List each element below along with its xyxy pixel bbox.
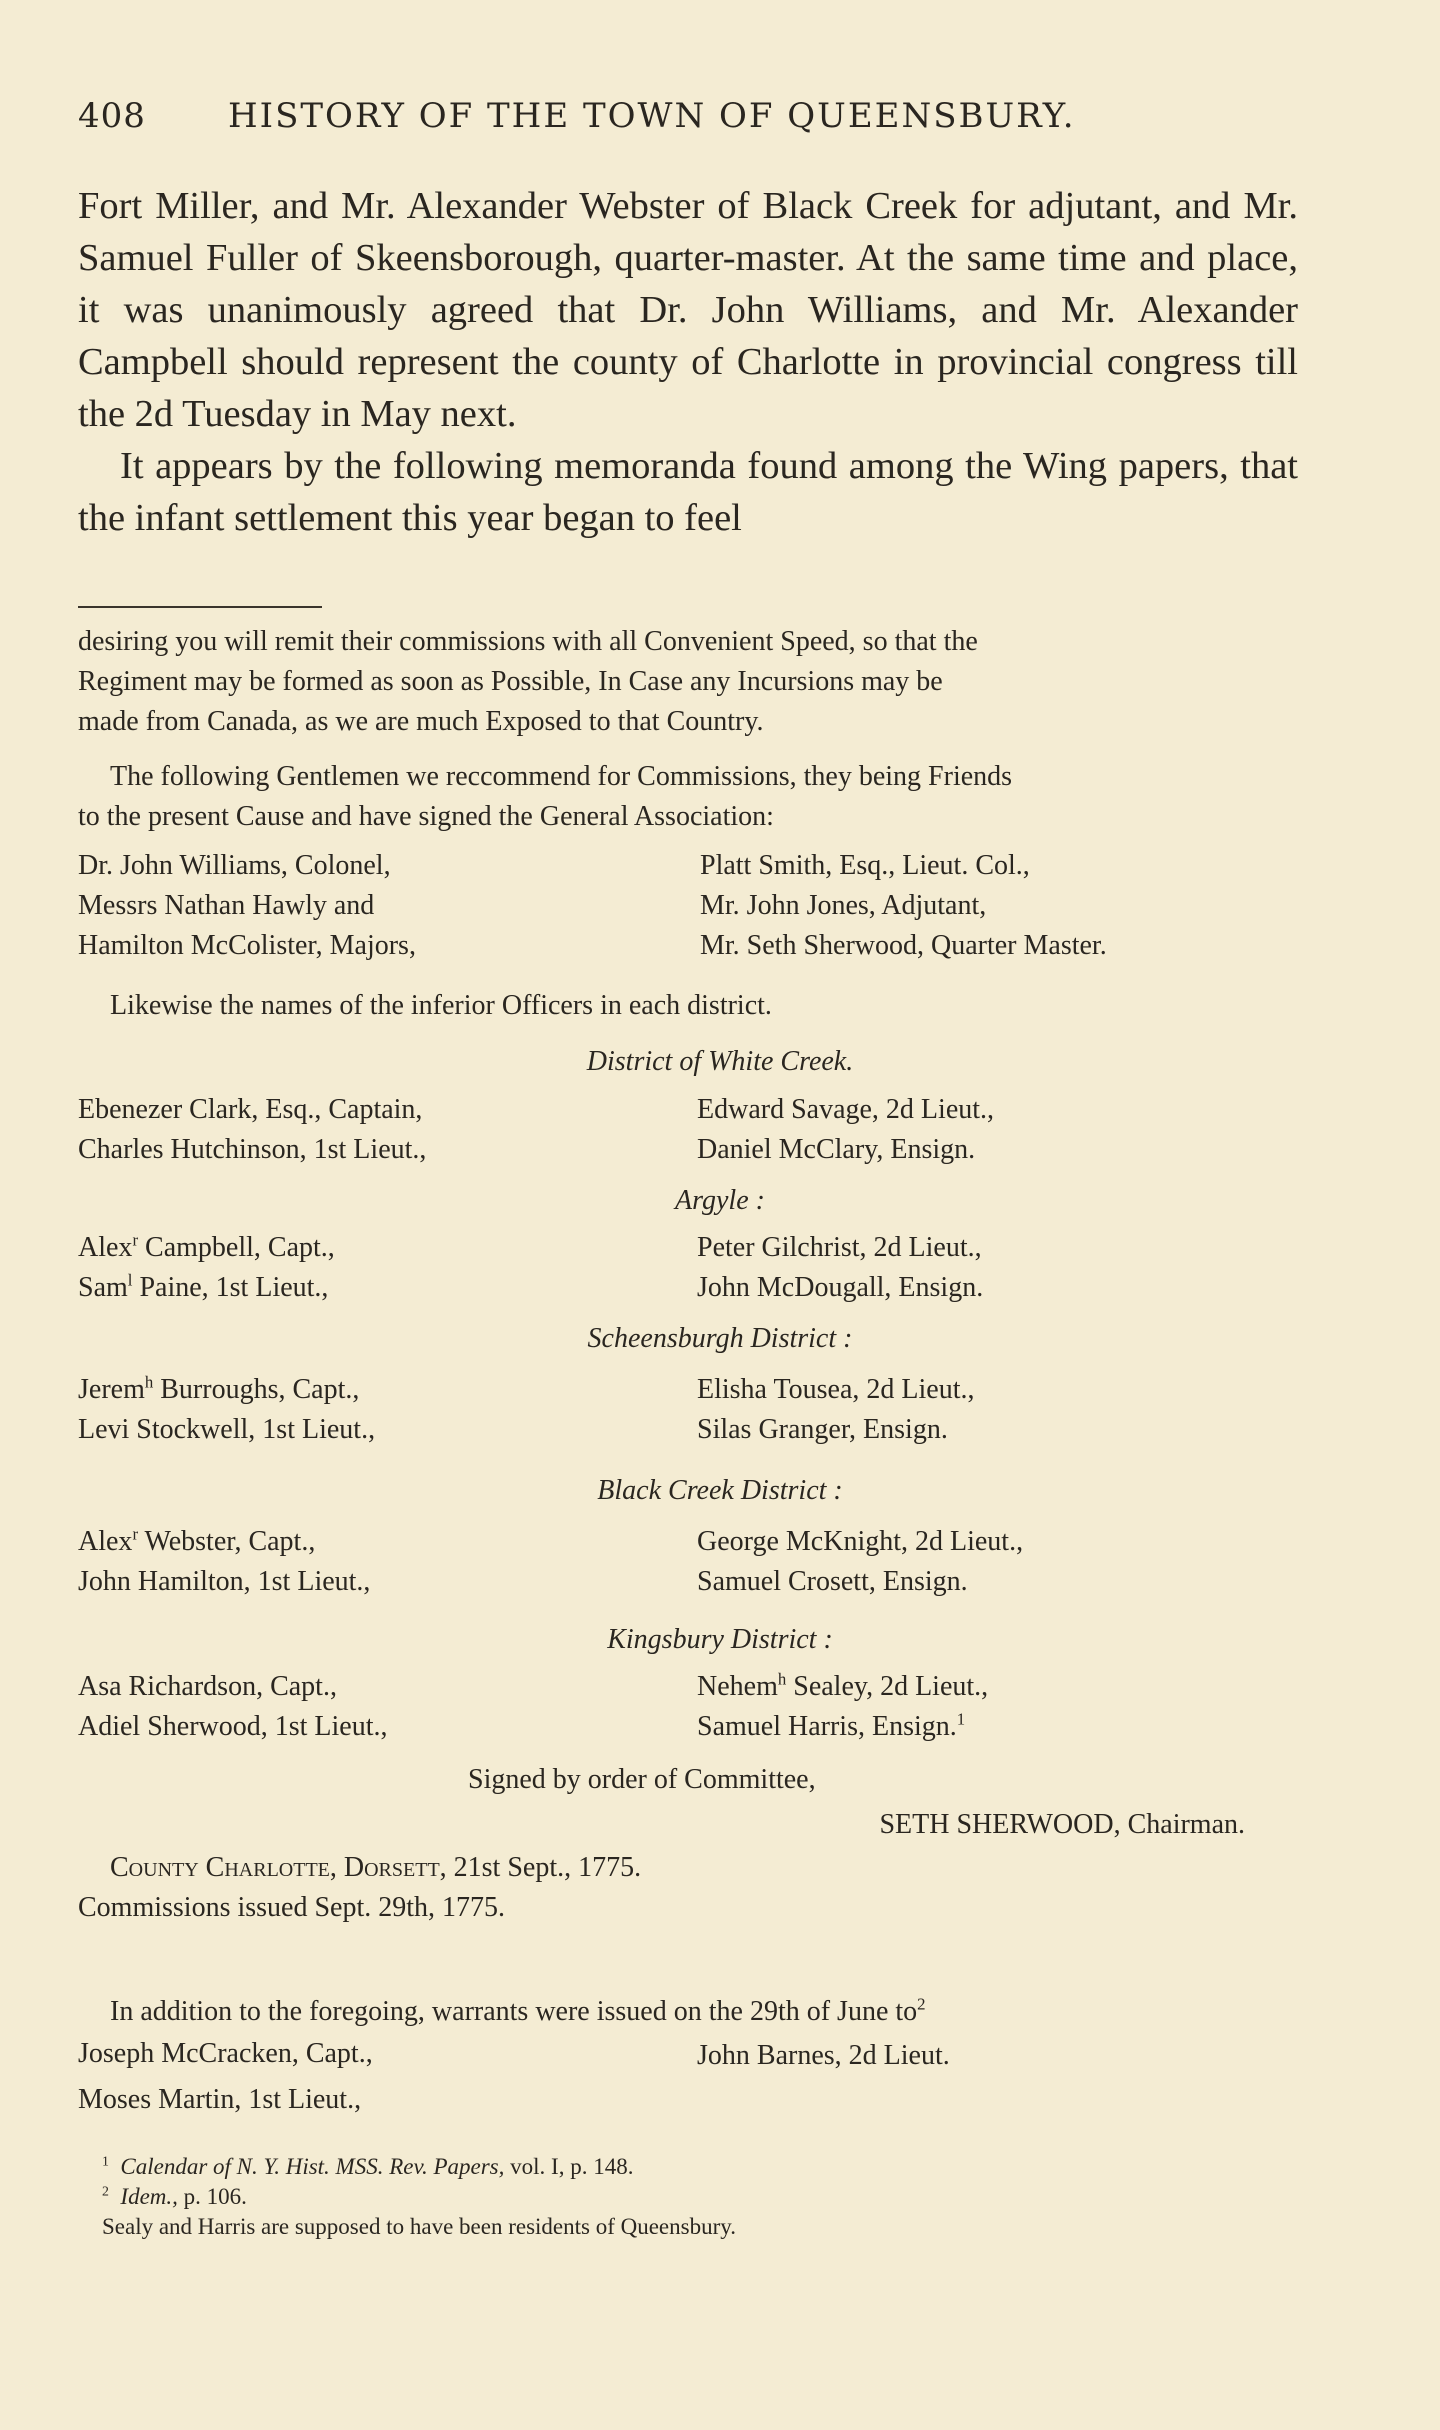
chairman-line: SETH SHERWOOD, Chairman. — [879, 1809, 1245, 1840]
district-heading: Scheensburgh District : — [587, 1323, 853, 1354]
district-right — [697, 1228, 1317, 1308]
district-right — [697, 1522, 1317, 1602]
district-left — [78, 1090, 678, 1170]
officer-entry: John McDougall, Ensign. — [697, 1272, 984, 1303]
extract-line: desiring you will remit their commissions with all Convenient Speed, so that the — [78, 626, 978, 657]
officers-left — [78, 846, 638, 966]
extract-line: Regiment may be formed as soon as Possible, In Case any Incursions may be — [78, 666, 943, 697]
officer-entry: Platt Smith, Esq., Lieut. Col., — [700, 850, 1030, 881]
officer-entry: Asa Richardson, Capt., — [78, 1671, 337, 1702]
officer-entry: Daniel McClary, Ensign. — [697, 1134, 976, 1165]
officer-entry: Elisha Tousea, 2d Lieut., — [697, 1374, 975, 1405]
footnote-ref: 2 — [917, 1994, 926, 2014]
officer-entry: Alex$^r$ Webster, Capt., — [78, 1524, 316, 1557]
district-left — [78, 1370, 678, 1450]
officer-entry: Mr. John Jones, Adjutant, — [700, 890, 987, 921]
district-heading: Argyle : — [675, 1185, 765, 1216]
running-header — [78, 96, 1238, 136]
officer-entry: Messrs Nathan Hawly and — [78, 890, 375, 921]
paragraph-2: It appears by the following memoranda found among the Wing papers, that the infant settlement this year began to feel — [78, 445, 1298, 539]
officer-entry: Edward Savage, 2d Lieut., — [697, 1094, 995, 1125]
inferior-officers-line: Likewise the names of the inferior Officers in each district. — [110, 990, 772, 1021]
district-left — [78, 1522, 678, 1602]
recommend-line: The following Gentlemen we reccommend for Commissions, they being Friends — [110, 761, 1013, 792]
officer-entry: Sam$^l$ Paine, 1st Lieut., — [78, 1270, 329, 1303]
officer-entry: Joseph McCracken, Capt., — [78, 2038, 373, 2069]
district-right — [697, 1667, 1317, 1747]
officer-entry: Peter Gilchrist, 2d Lieut., — [697, 1232, 982, 1263]
footnote-2: $^2$ Idem., p. 106. — [102, 2183, 247, 2209]
signed-line: Signed by order of Committee, — [468, 1764, 816, 1795]
officer-entry: George McKnight, 2d Lieut., — [697, 1526, 1024, 1557]
paragraph-1: Fort Miller, and Mr. Alexander Webster of Black Creek for adjutant, and Mr. Samuel Fuller of Skeensborough, quarter-master. At the same time and place, it was unanimously agreed that Dr. John Williams, and Mr. Alexander Campbell should represent the county of Charlotte in provincial congress till the 2d Tuesday in May next. — [78, 185, 1298, 435]
officer-entry: Silas Granger, Ensign. — [697, 1414, 948, 1445]
footnote-1: $^1$ Calendar of N. Y. Hist. MSS. Rev. Papers, vol. I, p. 148. — [102, 2153, 634, 2179]
officer-entry: Adiel Sherwood, 1st Lieut., — [78, 1711, 388, 1742]
district-heading: Black Creek District : — [597, 1475, 843, 1506]
addition-right: John Barnes, 2d Lieut. — [697, 2040, 950, 2071]
officer-entry: Charles Hutchinson, 1st Lieut., — [78, 1134, 427, 1165]
district-left — [78, 1228, 678, 1308]
officer-entry: Ebenezer Clark, Esq., Captain, — [78, 1094, 423, 1125]
officers-right — [700, 846, 1320, 966]
recommend-text — [78, 757, 1318, 837]
county-line: County Charlotte, Dorsett, 21st Sept., 1775. — [110, 1852, 642, 1883]
officer-entry: Alex$^r$ Campbell, Capt., — [78, 1230, 335, 1263]
officer-entry: Mr. Seth Sherwood, Quarter Master. — [700, 930, 1107, 961]
officer-entry: Nehem$^h$ Sealey, 2d Lieut., — [697, 1669, 989, 1702]
district-heading: District of White Creek. — [586, 1046, 854, 1077]
officer-entry: Levi Stockwell, 1st Lieut., — [78, 1414, 376, 1445]
extract-divider — [78, 606, 322, 608]
recommend-line: to the present Cause and have signed the General Association: — [78, 801, 774, 832]
district-right — [697, 1090, 1317, 1170]
district-left — [78, 1667, 678, 1747]
officer-entry: Jerem$^h$ Burroughs, Capt., — [78, 1372, 360, 1405]
footnote-ref: 1 — [956, 1709, 966, 1729]
officer-entry: John Hamilton, 1st Lieut., — [78, 1566, 371, 1597]
footnote-3: Sealy and Harris are supposed to have been residents of Queensbury. — [102, 2214, 737, 2239]
officer-entry: Hamilton McColister, Majors, — [78, 930, 416, 961]
officer-entry: Moses Martin, 1st Lieut., — [78, 2084, 362, 2115]
extract-intro — [78, 622, 1298, 742]
officer-entry: Samuel Crosett, Ensign. — [697, 1566, 968, 1597]
officer-entry: Dr. John Williams, Colonel, — [78, 850, 391, 881]
addition-line: In addition to the foregoing, warrants were issued on the 29th of June $to^2$ — [110, 1994, 926, 2027]
footnotes — [102, 2152, 1302, 2242]
running-title: HISTORY OF THE TOWN OF QUEENSBURY. — [228, 96, 1076, 136]
page-number: 408 — [78, 96, 146, 136]
commissions-issued-line: Commissions issued Sept. 29th, 1775. — [78, 1892, 506, 1923]
extract-line: made from Canada, as we are much Exposed to that Country. — [78, 706, 764, 737]
district-heading: Kingsbury District : — [607, 1624, 833, 1655]
district-right — [697, 1370, 1317, 1450]
main-text — [78, 180, 1298, 544]
officer-entry: Samuel Harris, Ensign.$^1$ — [697, 1709, 966, 1742]
addition-left — [78, 2034, 678, 2120]
